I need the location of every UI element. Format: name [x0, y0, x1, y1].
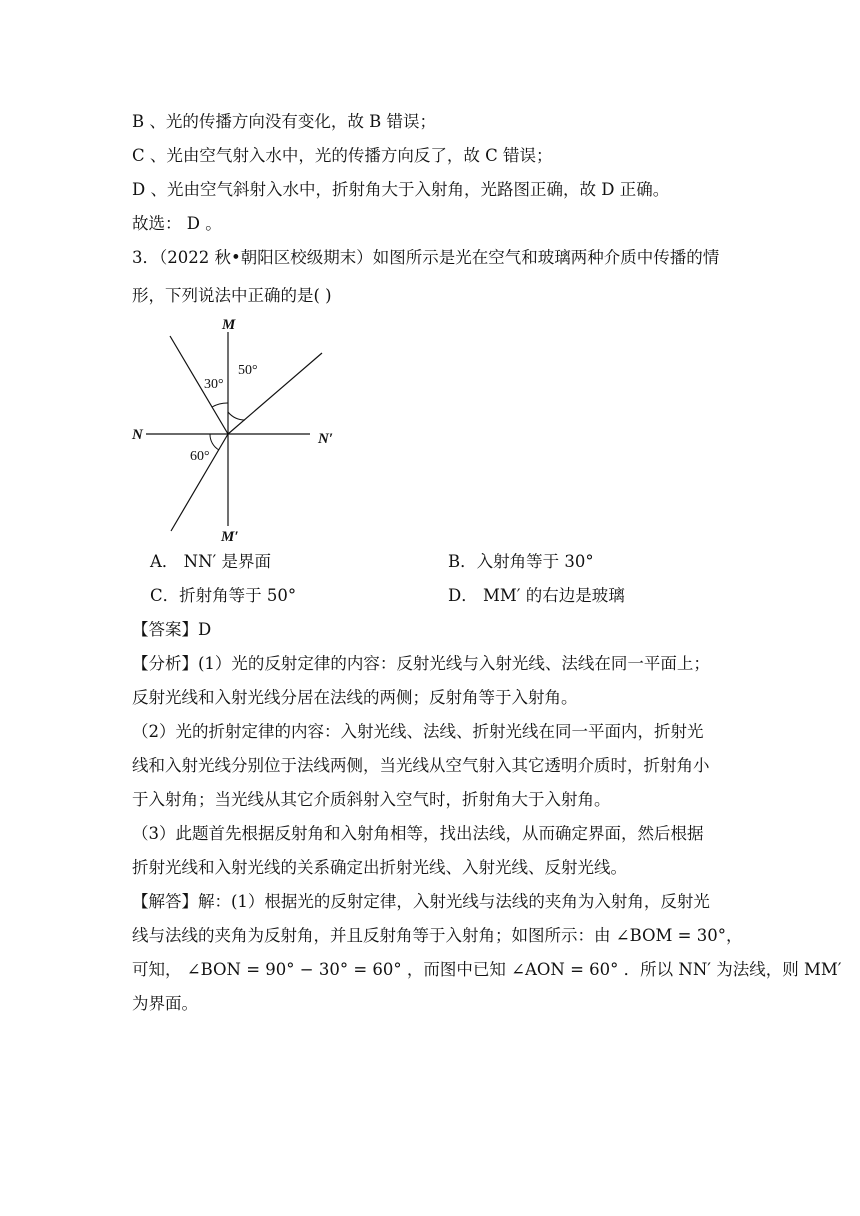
text-line-option-d-explanation: D 、光由空气斜射入水中，折射角大于入射角，光路图正确，故 D 正确。: [132, 180, 670, 199]
option-b: B．入射角等于 30°: [448, 552, 594, 571]
analysis-line-4: 线和入射光线分别位于法线两侧，当光线从空气射入其它透明介质时，折射角小: [132, 756, 710, 775]
label-n-prime: N′: [318, 431, 334, 447]
text-line-option-b-explanation: B 、光的传播方向没有变化，故 B 错误；: [132, 112, 436, 131]
angle-label-50: 50°: [238, 363, 258, 378]
analysis-line-3: （2）光的折射定律的内容：入射光线、法线、折射光线在同一平面内，折射光: [132, 722, 704, 741]
angle-arc-30: [212, 403, 228, 407]
answer-line: 【答案】D: [132, 620, 212, 639]
angle-arc-60: [210, 434, 219, 450]
text-line-choice: 故选： D 。: [132, 214, 222, 233]
solution-line-2: 线与法线的夹角为反射角，并且反射角等于入射角；如图所示：由 ∠BOM = 30°，: [132, 926, 743, 945]
analysis-line-7: 折射光线和入射光线的关系确定出折射光线、入射光线、反射光线。: [132, 858, 627, 877]
label-m: M: [222, 317, 236, 333]
analysis-line-1: 【分析】(1）光的反射定律的内容：反射光线与入射光线、法线在同一平面上；: [132, 654, 710, 673]
analysis-line-5: 于入射角；当光线从其它介质斜射入空气时，折射角大于入射角。: [132, 790, 611, 809]
label-m-prime: M′: [221, 529, 239, 544]
option-a: A． NN′ 是界面: [150, 552, 272, 571]
optics-figure: [124, 312, 344, 544]
question-3-line-2: 形，下列说法中正确的是( ): [132, 286, 332, 305]
solution-line-1: 【解答】解：(1）根据光的反射定律，入射光线与法线的夹角为入射角，反射光: [132, 892, 710, 911]
analysis-line-6: （3）此题首先根据反射角和入射角相等，找出法线，从而确定界面，然后根据: [132, 824, 704, 843]
analysis-line-2: 反射光线和入射光线分居在法线的两侧；反射角等于入射角。: [132, 688, 578, 707]
solution-line-4: 为界面。: [132, 994, 198, 1013]
option-c: C．折射角等于 50°: [150, 586, 297, 605]
question-3-line-1: 3．（2022 秋•朝阳区校级期末）如图所示是光在空气和玻璃两种介质中传播的情: [132, 248, 720, 267]
angle-label-30: 30°: [204, 377, 224, 392]
angle-label-60: 60°: [190, 449, 210, 464]
angle-arc-50: [228, 412, 245, 420]
label-n: N: [132, 427, 143, 443]
option-d: D． MM′ 的右边是玻璃: [448, 586, 625, 605]
solution-line-3: 可知， ∠BON = 90° − 30° = 60° ，而图中已知 ∠AON = 60° ．所以 NN′ 为法线，则 MM′: [132, 960, 842, 979]
text-line-option-c-explanation: C 、光由空气射入水中，光的传播方向反了，故 C 错误；: [132, 146, 553, 165]
